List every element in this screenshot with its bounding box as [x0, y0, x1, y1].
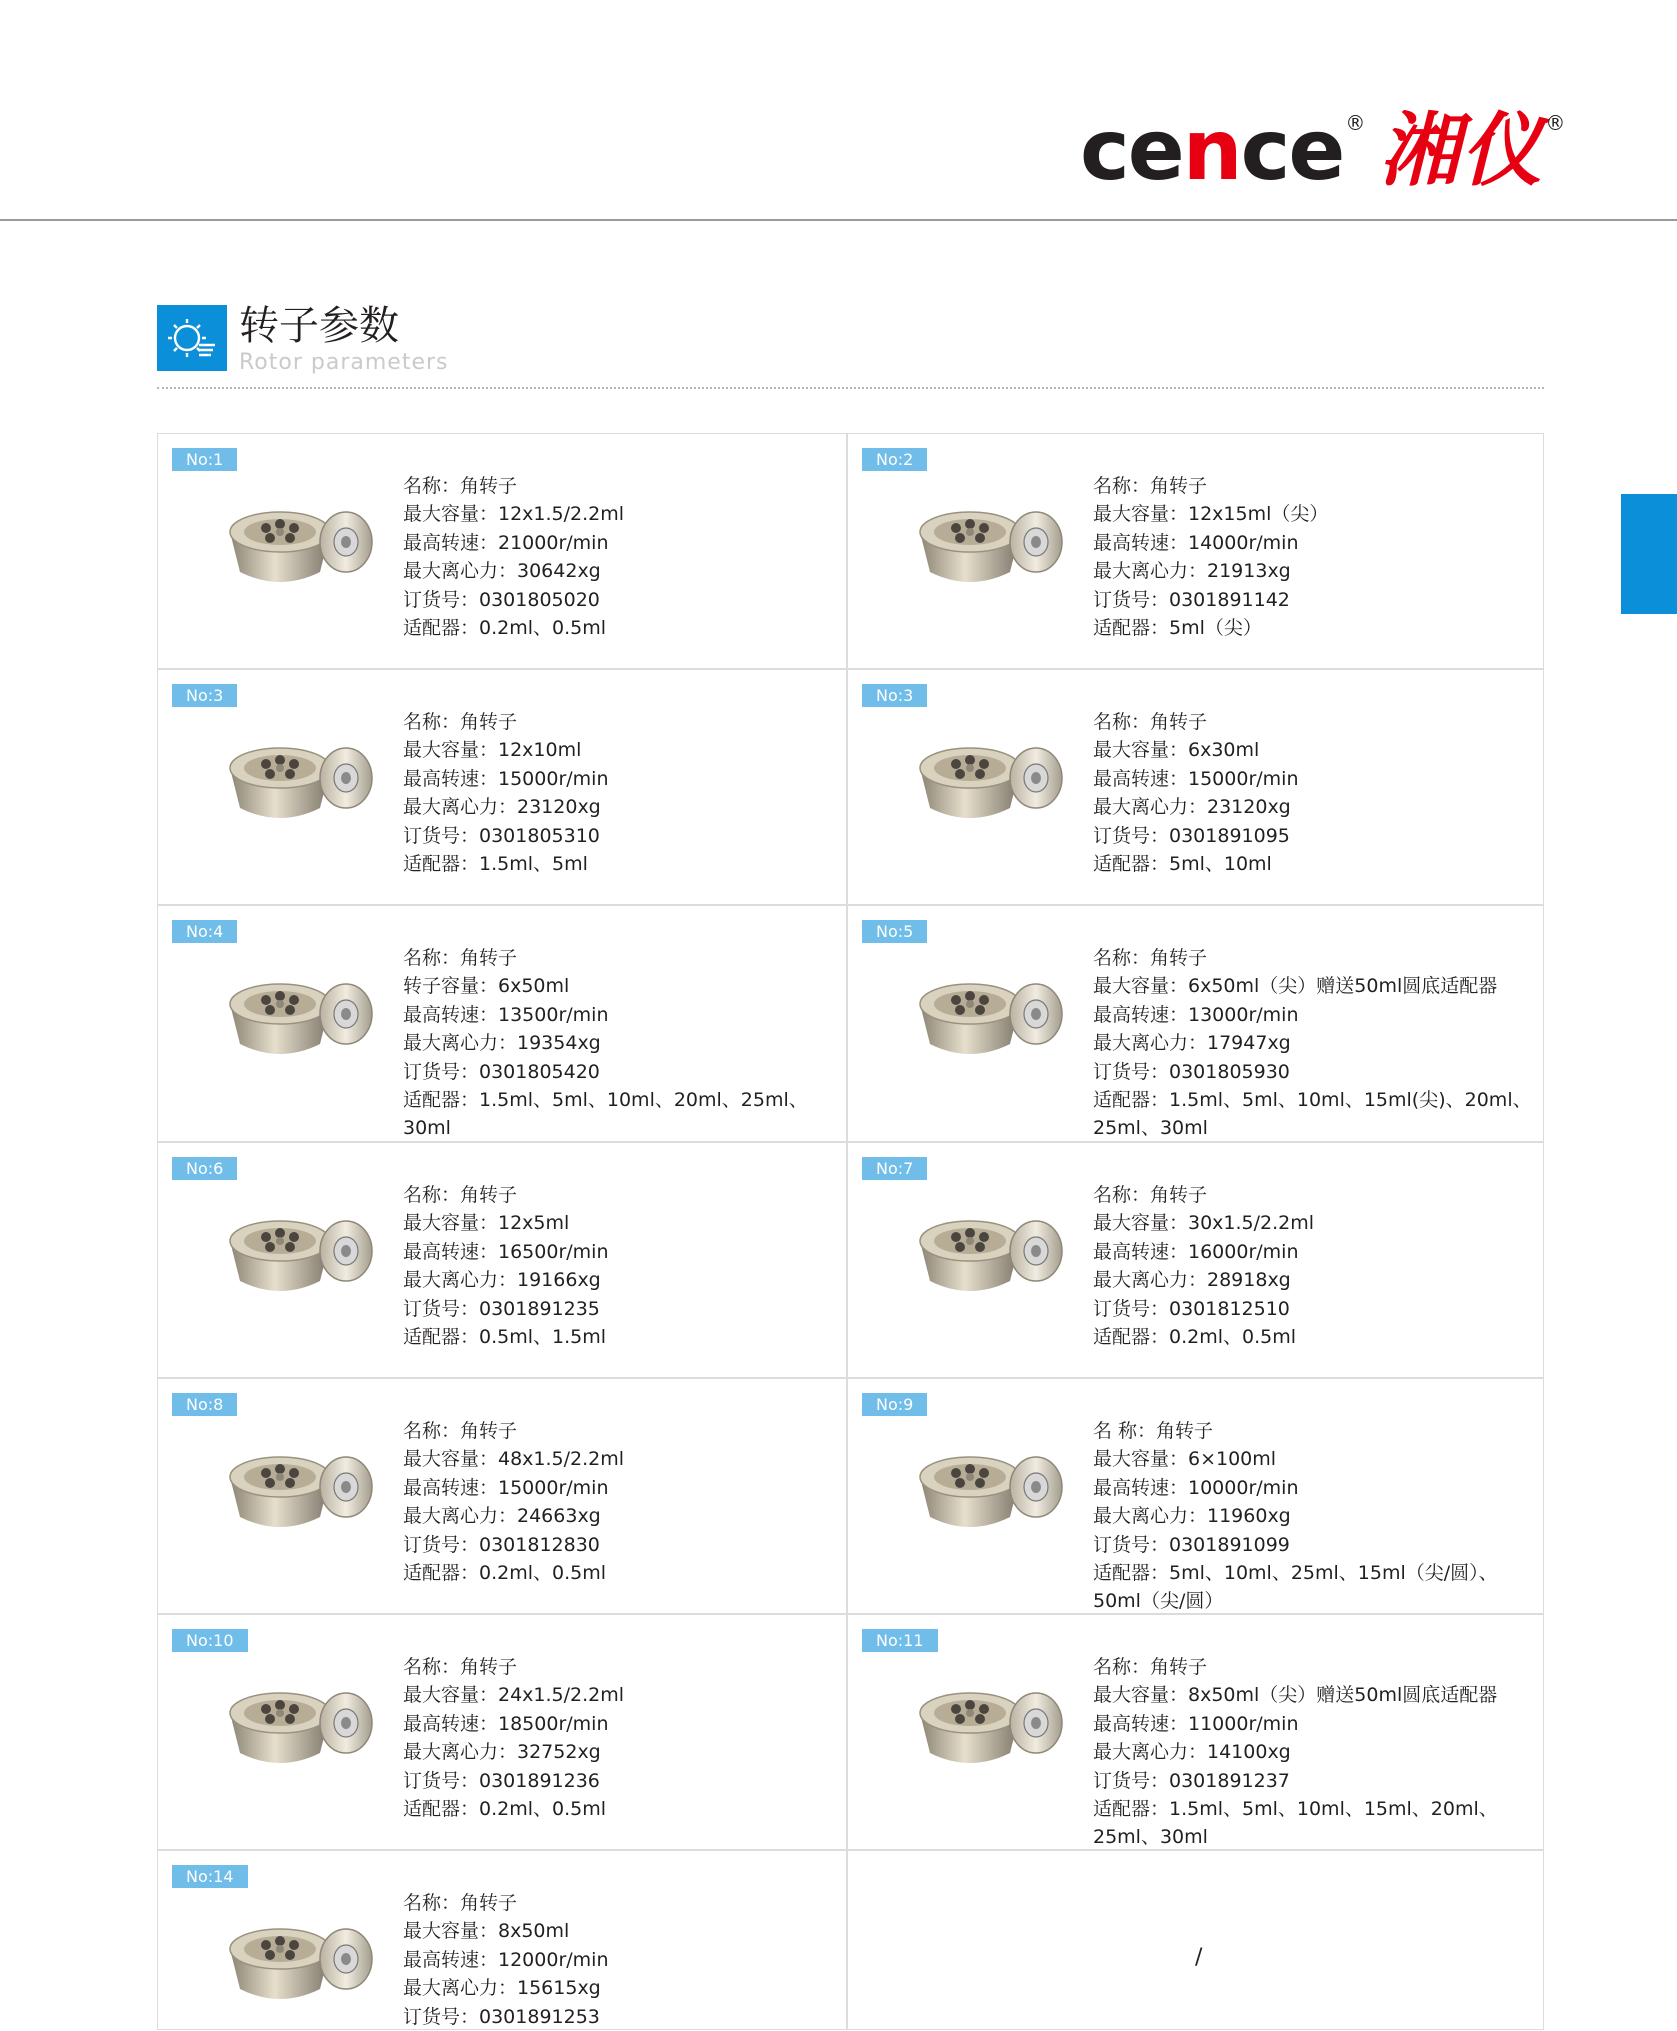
- spec-line: 最大容量：30x1.5/2.2ml: [1093, 1212, 1315, 1235]
- section-title-cn: 转子参数: [239, 303, 399, 349]
- spec-line: 最大离心力：30642xg: [403, 560, 601, 583]
- spec-line: 名称：角转子: [1093, 1656, 1208, 1678]
- brand-name-en: cence: [1080, 101, 1344, 199]
- header-divider: [0, 219, 1677, 221]
- registered-mark: ®: [1545, 111, 1566, 135]
- empty-mark: /: [1195, 1945, 1203, 1970]
- rotor-specs: [1093, 472, 1533, 642]
- spec-line: 适配器：0.2ml、0.5ml: [403, 617, 607, 640]
- spec-line: 订货号：0301891095: [1093, 824, 1290, 847]
- spec-line: 最大容量：12x15ml（尖）: [1093, 503, 1329, 526]
- spec-line: 最大离心力：24663xg: [403, 1505, 601, 1528]
- spec-line: 适配器：5ml、10ml: [1093, 853, 1272, 876]
- spec-line: 名称：角转子: [403, 1420, 518, 1442]
- spec-line: 订货号：0301891099: [1093, 1533, 1290, 1556]
- spec-line: 订货号：0301891235: [403, 1297, 600, 1320]
- spec-line: 名称：角转子: [1093, 947, 1208, 969]
- rotor-number-badge: No:8: [172, 1393, 237, 1416]
- rotor-specs: [1093, 1417, 1533, 1616]
- page-header: [0, 0, 1677, 220]
- spec-line: 最大离心力：17947xg: [1093, 1032, 1291, 1055]
- spec-line: 适配器：1.5ml、5ml、10ml、15ml、20ml、25ml、30ml: [1093, 1798, 1498, 1849]
- spec-line: 订货号：0301805420: [403, 1060, 600, 1083]
- spec-line: 最大容量：48x1.5/2.2ml: [403, 1448, 625, 1471]
- spec-line: 最高转速：15000r/min: [403, 767, 609, 790]
- rotor-card: [157, 1614, 847, 1850]
- rotor-specs: [403, 944, 843, 1143]
- spec-line: 最大离心力：28918xg: [1093, 1269, 1291, 1292]
- spec-line: 最高转速：15000r/min: [1093, 767, 1299, 790]
- spec-line: 转子容量：6x50ml: [403, 975, 570, 998]
- rotor-image: [908, 1425, 1068, 1545]
- rotor-specs: [403, 1889, 843, 2031]
- spec-line: 最大容量：24x1.5/2.2ml: [403, 1684, 625, 1707]
- rotor-number-badge: No:14: [172, 1865, 248, 1888]
- rotor-number-badge: No:6: [172, 1157, 237, 1180]
- rotor-image: [218, 480, 378, 600]
- side-tab: [1621, 494, 1677, 614]
- spec-line: 最大离心力：14100xg: [1093, 1741, 1291, 1764]
- spec-line: 最高转速：13500r/min: [403, 1003, 609, 1026]
- rotor-specs: [1093, 944, 1533, 1143]
- rotor-number-badge: No:10: [172, 1629, 248, 1652]
- registered-mark: ®: [1345, 111, 1366, 135]
- spec-line: 最大离心力：23120xg: [403, 796, 601, 819]
- rotor-specs: [403, 1653, 843, 1823]
- spec-line: 适配器：0.2ml、0.5ml: [1093, 1326, 1297, 1349]
- rotor-specs: [403, 472, 843, 642]
- spec-line: 名称：角转子: [403, 1656, 518, 1678]
- rotor-image: [218, 1189, 378, 1309]
- rotor-card: [847, 1614, 1544, 1850]
- spec-line: 最高转速：10000r/min: [1093, 1476, 1299, 1499]
- section-divider: [157, 387, 1544, 389]
- spec-line: 适配器：0.5ml、1.5ml: [403, 1326, 607, 1349]
- rotor-number-badge: No:3: [172, 684, 237, 707]
- rotor-card: [847, 669, 1544, 905]
- spec-line: 适配器：1.5ml、5ml、10ml、20ml、25ml、30ml: [403, 1089, 808, 1140]
- spec-line: 适配器：1.5ml、5ml、10ml、15ml(尖)、20ml、25ml、30ml: [1093, 1089, 1532, 1140]
- rotor-number-badge: No:9: [862, 1393, 927, 1416]
- spec-line: 最高转速：21000r/min: [403, 531, 609, 554]
- spec-line: 最高转速：14000r/min: [1093, 531, 1299, 554]
- spec-line: 最大离心力：19166xg: [403, 1269, 601, 1292]
- spec-line: 最高转速：16500r/min: [403, 1240, 609, 1263]
- spec-line: 最高转速：11000r/min: [1093, 1712, 1299, 1735]
- rotor-number-badge: No:3: [862, 684, 927, 707]
- rotor-card: [847, 1142, 1544, 1378]
- rotor-image: [908, 1661, 1068, 1781]
- spec-line: 名称：角转子: [1093, 1184, 1208, 1206]
- spec-line: 最高转速：16000r/min: [1093, 1240, 1299, 1263]
- brand-name-cn: 湘仪: [1379, 103, 1544, 197]
- spec-line: 最大容量：8x50ml（尖）赠送50ml圆底适配器: [1093, 1684, 1498, 1707]
- section-heading: [157, 303, 1544, 389]
- spec-line: 适配器：5ml（尖）: [1093, 617, 1262, 640]
- rotor-card: [157, 1142, 847, 1378]
- rotor-number-badge: No:1: [172, 448, 237, 471]
- spec-line: 最高转速：15000r/min: [403, 1476, 609, 1499]
- rotor-number-badge: No:5: [862, 920, 927, 943]
- section-title-en: Rotor parameters: [239, 350, 449, 375]
- spec-line: 名称：角转子: [403, 1892, 518, 1914]
- rotor-image: [218, 952, 378, 1072]
- spec-line: 最大容量：8x50ml: [403, 1920, 570, 1943]
- rotor-card: [157, 433, 847, 669]
- spec-line: 最大离心力：19354xg: [403, 1032, 601, 1055]
- spec-line: 最大容量：12x10ml: [403, 739, 582, 762]
- spec-line: 最高转速：12000r/min: [403, 1948, 609, 1971]
- spec-line: 适配器：0.2ml、0.5ml: [403, 1562, 607, 1585]
- rotor-specs: [1093, 1653, 1533, 1852]
- spec-line: 名称：角转子: [403, 1184, 518, 1206]
- rotor-number-badge: No:2: [862, 448, 927, 471]
- spec-line: 名称：角转子: [403, 711, 518, 733]
- rotor-card: [157, 669, 847, 905]
- spec-line: 订货号：0301891253: [403, 2005, 600, 2028]
- rotor-number-badge: No:11: [862, 1629, 938, 1652]
- rotor-card: [847, 905, 1544, 1142]
- brand-logo: [1080, 100, 1565, 200]
- rotor-specs: [403, 1181, 843, 1351]
- spec-line: 订货号：0301812510: [1093, 1297, 1290, 1320]
- rotor-card: [847, 1378, 1544, 1614]
- rotor-specs: [403, 708, 843, 878]
- rotor-card: [847, 433, 1544, 669]
- spec-line: 最高转速：13000r/min: [1093, 1003, 1299, 1026]
- spec-line: 订货号：0301805930: [1093, 1060, 1290, 1083]
- rotor-image: [908, 480, 1068, 600]
- rotor-image: [908, 952, 1068, 1072]
- rotor-card: [157, 905, 847, 1142]
- spec-line: 订货号：0301891236: [403, 1769, 600, 1792]
- spec-line: 最大离心力：32752xg: [403, 1741, 601, 1764]
- rotor-card: [157, 1378, 847, 1614]
- rotor-number-badge: No:4: [172, 920, 237, 943]
- rotor-image: [218, 716, 378, 836]
- spec-line: 最大容量：6×100ml: [1093, 1448, 1277, 1471]
- spec-line: 最大离心力：11960xg: [1093, 1505, 1291, 1528]
- spec-line: 最大容量：6x30ml: [1093, 739, 1260, 762]
- empty-cell: [847, 1850, 1544, 2030]
- spec-line: 最大容量：12x5ml: [403, 1212, 570, 1235]
- spec-line: 订货号：0301805020: [403, 588, 600, 611]
- spec-line: 最高转速：18500r/min: [403, 1712, 609, 1735]
- spec-line: 名称：角转子: [1093, 475, 1208, 497]
- spec-line: 最大离心力：15615xg: [403, 1977, 601, 2000]
- rotor-image: [908, 1189, 1068, 1309]
- spec-line: 最大离心力：23120xg: [1093, 796, 1291, 819]
- rotor-specs: [1093, 708, 1533, 878]
- spec-line: 订货号：0301891237: [1093, 1769, 1290, 1792]
- spec-line: 名称：角转子: [1093, 711, 1208, 733]
- spec-line: 适配器：0.2ml、0.5ml: [403, 1798, 607, 1821]
- spec-line: 最大容量：12x1.5/2.2ml: [403, 503, 625, 526]
- rotor-number-badge: No:7: [862, 1157, 927, 1180]
- rotor-specs: [1093, 1181, 1533, 1351]
- rotor-image: [218, 1897, 378, 2017]
- spec-line: 最大容量：6x50ml（尖）赠送50ml圆底适配器: [1093, 975, 1498, 998]
- spec-line: 名称：角转子: [403, 475, 518, 497]
- rotor-specs: [403, 1417, 843, 1587]
- spec-line: 适配器：5ml、10ml、25ml、15ml（尖/圆）、50ml（尖/圆）: [1093, 1562, 1498, 1613]
- spec-line: 订货号：0301891142: [1093, 588, 1290, 611]
- spec-line: 订货号：0301805310: [403, 824, 600, 847]
- spec-line: 最大离心力：21913xg: [1093, 560, 1291, 583]
- rotor-image: [218, 1425, 378, 1545]
- gear-icon: [157, 305, 227, 371]
- rotor-image: [218, 1661, 378, 1781]
- spec-line: 订货号：0301812830: [403, 1533, 600, 1556]
- spec-line: 适配器：1.5ml、5ml: [403, 853, 588, 876]
- rotor-card: [157, 1850, 847, 2030]
- spec-line: 名称：角转子: [403, 947, 518, 969]
- spec-line: 名 称：角转子: [1093, 1420, 1214, 1442]
- rotor-image: [908, 716, 1068, 836]
